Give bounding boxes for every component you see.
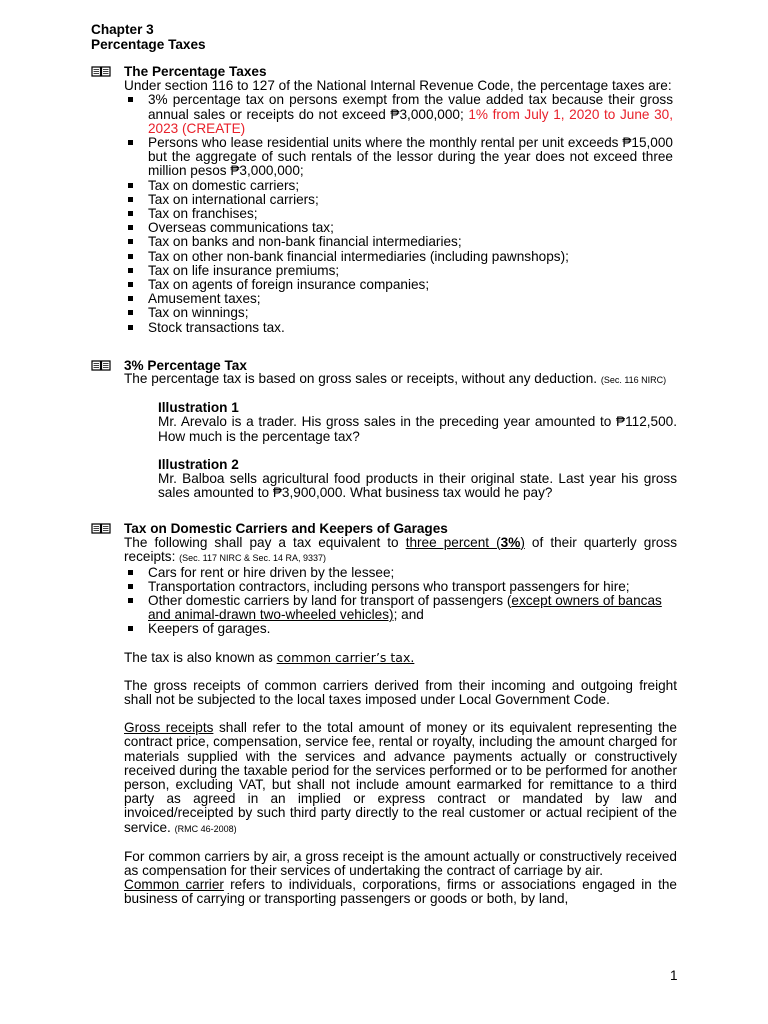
list-item: Overseas communications tax; <box>148 221 677 235</box>
section-intro: Under section 116 to 127 of the National Internal Revenue Code, the percentage taxes are: <box>124 78 672 94</box>
section-title: Tax on Domestic Carriers and Keepers of Garages <box>124 521 448 536</box>
reference: (Sec. 117 NIRC & Sec. 14 RA, 9337) <box>179 553 327 564</box>
chapter-label: Chapter 3 <box>91 22 154 37</box>
list-item: Transportation contractors, including persons who transport passengers for hire; <box>148 580 677 594</box>
section-3-percent-tax <box>91 359 681 500</box>
carrier-list <box>91 566 677 637</box>
page-number: 1 <box>670 968 678 983</box>
section-percentage-taxes <box>91 65 681 335</box>
illustration-1-text: Mr. Arevalo is a trader. His gross sales in the preceding year amounted to ₱112,500. How much is the percentage tax? <box>158 414 677 444</box>
reference: (RMC 46-2008) <box>174 823 237 834</box>
list-item: Tax on winnings; <box>148 306 677 320</box>
paragraph: The gross receipts of common carriers derived from their incoming and outgoing freight shall not be subjected to the local taxes imposed under Local Government Code. <box>124 677 677 708</box>
open-book-icon <box>91 65 111 77</box>
section-title: The Percentage Taxes <box>124 64 267 79</box>
paragraph: Common carrier refers to individuals, corporations, firms or associations engaged in the business of carrying or transporting passengers or goods or both, by land, <box>124 877 677 907</box>
section-title: 3% Percentage Tax <box>124 358 247 373</box>
section-domestic-carriers <box>91 522 681 907</box>
list-item: Tax on life insurance premiums; <box>148 264 677 278</box>
list-item: Stock transactions tax. <box>148 321 677 335</box>
reference: (Sec. 116 NIRC) <box>600 375 667 386</box>
open-book-icon <box>91 522 111 534</box>
list-item: Tax on franchises; <box>148 207 677 221</box>
list-item: Keepers of garages. <box>148 622 677 636</box>
list-item: 3% percentage tax on persons exempt from the value added tax because their gross annual sales or receipts do not exceed ₱3,000,000; 1% from July 1, 2020 to June 30, 2023 (CREATE) <box>148 93 677 136</box>
also-known-as: The tax is also known as common carrier’s tax. <box>124 649 415 665</box>
list-item: Tax on domestic carriers; <box>148 179 677 193</box>
section-intro: The following shall pay a tax equivalent to three percent (3%) of their quarterly gross receipts: (Sec. 117 NIRC & Sec. 14 RA, 9337) <box>124 535 678 565</box>
list-item: Amusement taxes; <box>148 292 677 306</box>
illustration-2-text: Mr. Balboa sells agricultural food products in their original state. Last year his gross sales amounted to ₱3,900,000. What business tax would he pay? <box>158 471 677 501</box>
chapter-header <box>91 23 206 52</box>
list-item: Other domestic carriers by land for transport of passengers (except owners of bancas and animal-drawn two-wheeled vehicles); and <box>148 594 677 622</box>
open-book-icon <box>91 359 111 371</box>
list-item: Cars for rent or hire driven by the lessee; <box>148 566 677 580</box>
section-text: The percentage tax is based on gross sales or receipts, without any deduction. (Sec. 116 NIRC) <box>124 371 667 387</box>
list-item: Persons who lease residential units where the monthly rental per unit exceeds ₱15,000 but the aggregate of such rentals of the lessor during the year does not exceed three million pesos ₱3,000,000; <box>148 136 677 179</box>
illustration-1-title: Illustration 1 <box>158 400 239 416</box>
paragraph: For common carriers by air, a gross receipt is the amount actually or constructively received as compensation for their services of undertaking the contract of carriage by air. <box>124 848 677 879</box>
illustration-2-title: Illustration 2 <box>158 456 239 472</box>
paragraph: Gross receipts shall refer to the total amount of money or its equivalent representing the contract price, compensation, service fee, rental or royalty, including the amount charged for materials supplied with the services and advance payments actually or constructively received during the taxable period for the services performed or to be performed for another person, excluding VAT, but shall not include amount earmarked for remittance to a third party as agreed in an implied or express contract or mandated by law and invoiced/receipted by such third party directly to the real customer or actual recipient of the service. (RMC 46-2008) <box>124 720 677 835</box>
list-item: Tax on banks and non-bank financial intermediaries; <box>148 235 677 249</box>
list-item: Tax on other non-bank financial intermediaries (including pawnshops); <box>148 250 677 264</box>
percentage-tax-list <box>91 93 677 334</box>
list-item: Tax on agents of foreign insurance companies; <box>148 278 677 292</box>
list-item: Tax on international carriers; <box>148 193 677 207</box>
create-note: 1% from July 1, 2020 to June 30, 2023 (CREATE) <box>148 106 673 136</box>
chapter-title: Percentage Taxes <box>91 36 206 52</box>
